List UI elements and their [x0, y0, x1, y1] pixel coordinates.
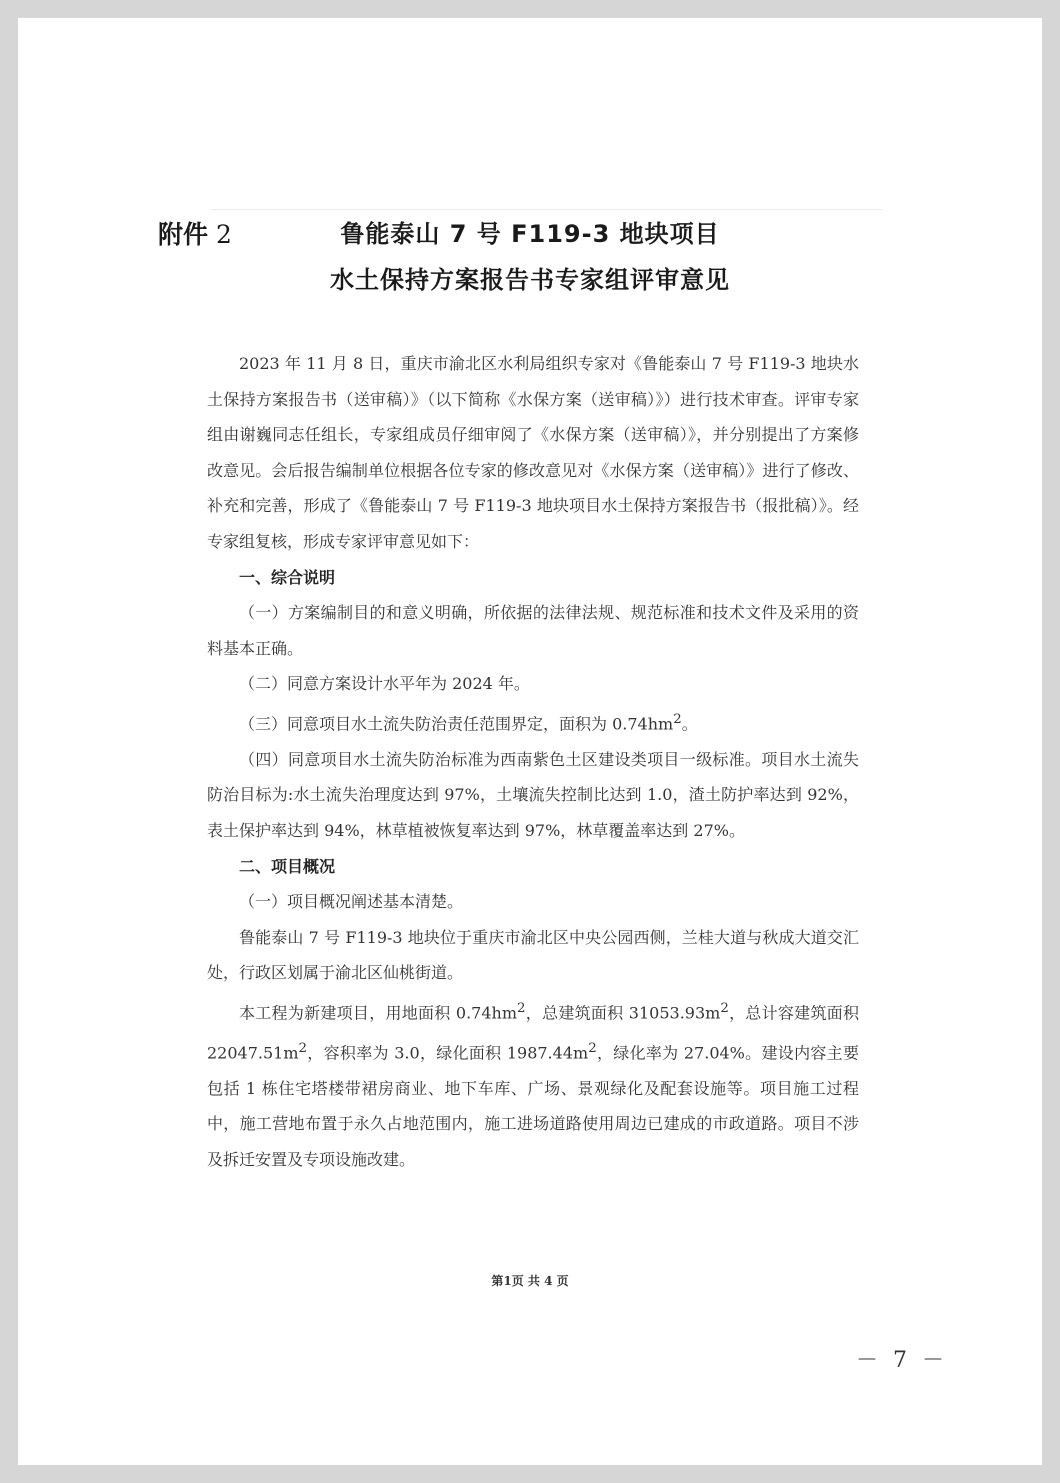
paragraph-s2-1: （一）项目概况阐述基本清楚。	[239, 892, 464, 912]
attachment-number: 2	[215, 220, 232, 249]
attachment-label-text: 附件	[158, 220, 209, 249]
text-s2-3-d: ，容积率为 3.0，绿化面积 1987.44m	[307, 1043, 589, 1063]
superscript: 2	[673, 711, 682, 727]
paragraph-s1-4: （四）同意项目水土流失防治标准为西南紫色土区建设类项目一级标准。项目水土流失防治目标为:水土流失治理度达到 97%，土壤流失控制比达到 1.0，渣土防护率达到 92%，表土保护率达到 94%，林草植被恢复率达到 97%，林草覆盖率达到 27%。	[207, 749, 859, 841]
section-heading-project: 二、项目概况	[239, 856, 336, 876]
text-s2-3-a: 本工程为新建项目，用地面积 0.74hm	[239, 1003, 518, 1023]
document-title-line1: 鲁能泰山 7 号 F119-3 地块项目	[340, 220, 720, 248]
page-number: － 7 －	[856, 1348, 948, 1373]
text-s1-3-a: （三）同意项目水土流失防治责任范围界定，面积为 0.74hm	[239, 714, 674, 734]
text-s2-3-e: ，绿化率为 27.04%。建设内容主要包括 1 栋住宅塔楼带裙房商业、地下车库、广场、景观绿化及配套设施等。项目施工过程中，施工营地布置于永久占地范围内，施工进场道路使用周边已建成的市政道路。项目不涉及拆迁安置及专项设施改建。	[207, 1043, 859, 1170]
page-of-footer: 第1页 共 4 页	[491, 1274, 569, 1288]
paragraph-s1-1: （一）方案编制目的和意义明确，所依据的法律法规、规范标准和技术文件及采用的资料基本正确。	[207, 603, 859, 658]
intro-paragraph: 2023 年 11 月 8 日，重庆市渝北区水利局组织专家对《鲁能泰山 7 号 F119-3 地块水土保持方案报告书（送审稿）》（以下简称《水保方案（送审稿）》）进行技术审查。评审专家组由谢巍同志任组长，专家组成员仔细审阅了《水保方案（送审稿）》，并分别提出了方案修改意见。会后报告编制单位根据各位专家的修改意见对《水保方案（送审稿）》进行了修改、补充和完善，形成了《鲁能泰山 7 号 F119-3 地块项目水土保持方案报告书（报批稿）》。经专家组复核，形成专家评审意见如下：	[207, 354, 859, 551]
document-title-line2: 水土保持方案报告书专家组评审意见	[330, 266, 730, 294]
superscript: 2	[588, 1040, 597, 1056]
document-body	[207, 346, 859, 1178]
paragraph-s2-3	[207, 991, 859, 1178]
paragraph-s1-3	[207, 702, 859, 742]
section-heading-overview: 一、综合说明	[239, 567, 336, 587]
superscript: 2	[517, 1001, 526, 1017]
paragraph-s1-2: （二）同意方案设计水平年为 2024 年。	[239, 674, 530, 694]
header-rule	[210, 209, 882, 210]
paragraph-s2-2: 鲁能泰山 7 号 F119-3 地块位于重庆市渝北区中央公园西侧，兰桂大道与秋成大道交汇处，行政区划属于渝北区仙桃街道。	[207, 927, 859, 983]
text-s1-3-b: 。	[681, 714, 698, 734]
superscript: 2	[720, 1001, 729, 1017]
superscript: 2	[298, 1040, 307, 1056]
text-s2-3-c: ，总计容建筑面积 22047.51m	[207, 1003, 859, 1063]
text-s2-3-b: ，总建筑面积 31053.93m	[525, 1003, 721, 1023]
